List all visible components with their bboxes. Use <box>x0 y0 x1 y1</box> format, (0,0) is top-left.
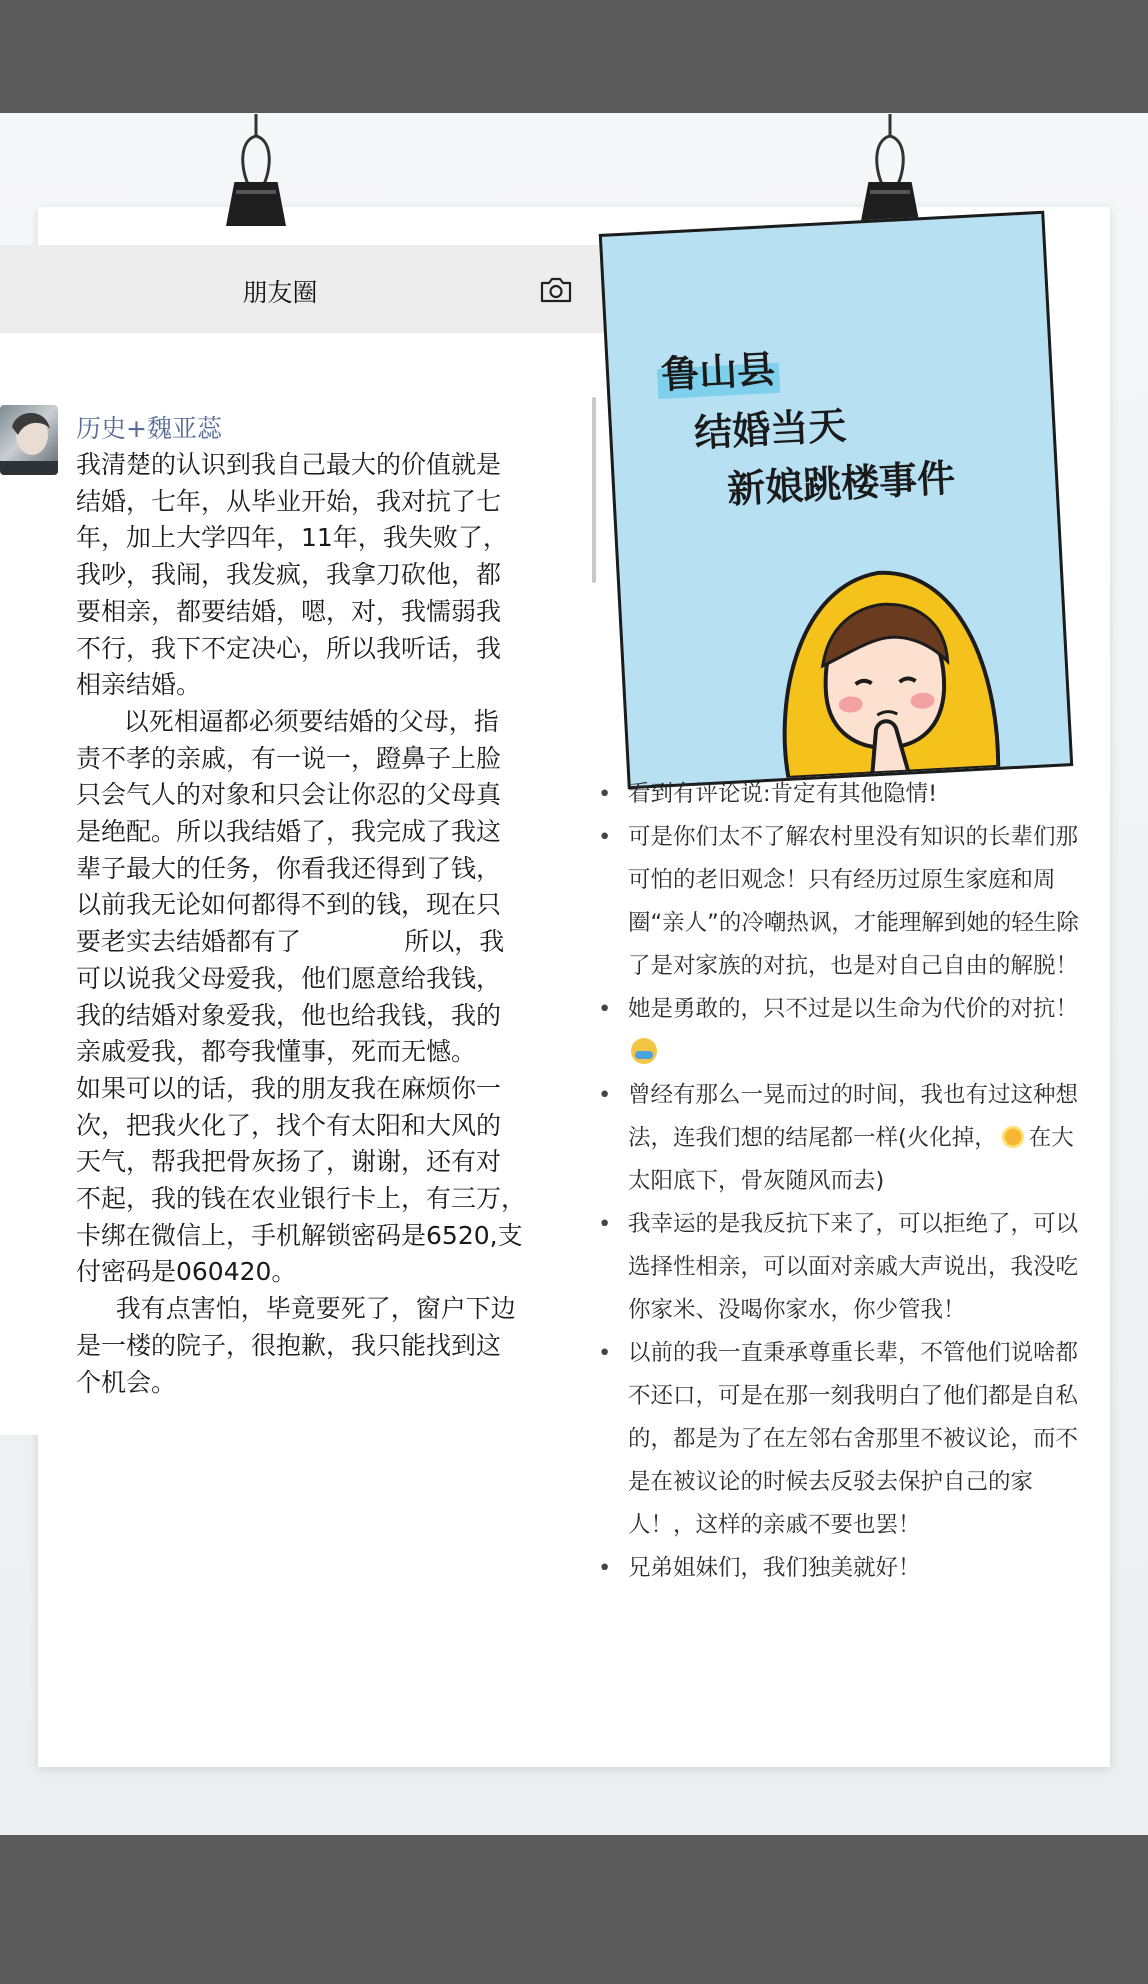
avatar[interactable] <box>0 405 58 475</box>
poster-title-line-3: 新娘跳楼事件 <box>726 455 957 512</box>
news-poster <box>599 211 1073 790</box>
binder-clip-icon <box>856 114 924 232</box>
list-item: • 我幸运的是我反抗下来了，可以拒绝了，可以选择性相亲，可以面对亲戚大声说出，我没吃你家米、没喝你家水，你少管我！ <box>585 1203 1090 1332</box>
page-title: 朋友圈 <box>242 278 318 307</box>
list-item-text-tail: 在大太阳底下，骨灰随风而去) <box>628 1125 1074 1194</box>
list-item-text: 她是勇敢的，只不过是以生命为代价的对抗！ <box>628 996 1079 1022</box>
list-item: • 可是你们太不了解农村里没有知识的长辈们那可怕的老旧观念！只有经历过原生家庭和周圈“亲人”的冷嘲热讽，才能理解到她的轻生除了是对家族的对抗，也是对自己自由的解脱！ <box>585 816 1090 988</box>
camera-icon[interactable] <box>539 277 573 303</box>
list-item-text: 曾经有那么一晃而过的时间，我也有过这种想法，连我们想的结尾都一样(火化掉， <box>628 1082 1079 1151</box>
top-frame-bar <box>0 0 1148 113</box>
list-item: • 兄弟姐妹们，我们独美就好！ <box>585 1547 1090 1590</box>
moments-header <box>0 245 604 333</box>
sun-emoji-icon <box>1000 1124 1026 1150</box>
scrollbar[interactable] <box>592 397 596 583</box>
moments-screenshot <box>0 245 604 1435</box>
poster-title-line-2: 结婚当天 <box>693 403 848 456</box>
bottom-frame-bar <box>0 1835 1148 1984</box>
binder-clip-icon <box>222 114 290 232</box>
comment-list <box>585 773 1090 1590</box>
list-item <box>585 1074 1090 1203</box>
username-link[interactable]: 历史+魏亚蕊 <box>76 414 222 443</box>
crying-face-emoji-icon <box>631 1038 657 1064</box>
list-item: • 看到有评论说:肯定有其他隐情! <box>585 773 1090 816</box>
poster-title-line-1: 鲁山县 <box>656 338 781 399</box>
sad-girl-illustration <box>756 537 1008 779</box>
list-item <box>585 988 1090 1074</box>
post-text: 我清楚的认识到我自己最大的价值就是 结婚，七年，从毕业开始，我对抗了七 年，加上大学四年，11年，我失败了， 我吵，我闹，我发疯，我拿刀砍他，都 要相亲，都要结婚，嗯，对，我懦弱我 不行，我下不定决心，所以我听话，我 相亲结婚。 以死相逼都必须要结婚的父母，指 责不孝的亲戚，有一说一，蹬鼻子上脸 只会气人的对象和只会让你忍的父母真 是绝配。所以我结婚了，我完成了我这 辈子最大的任务，你看我还得到了钱， 以前我无论如何都得不到的钱，现在只 要老实去结婚都有了 所以，我 可以说我父母爱我，他们愿意给我钱， 我的结婚对象爱我，他也给我钱，我的 亲戚爱我，都夸我懂事，死而无憾。 如果可以的话，我的朋友我在麻烦你一 次，把我火化了，找个有太阳和大风的 天气，帮我把骨灰扬了，谢谢，还有对 不起，我的钱在农业银行卡上，有三万， 卡绑在微信上，手机解锁密码是6520,支 付密码是060420。 我有点害怕，毕竟要死了，窗户下边 是一楼的院子，很抱歉，我只能找到这 个机会。 <box>76 450 527 1397</box>
list-item: • 以前的我一直秉承尊重长辈，不管他们说啥都不还口，可是在那一刻我明白了他们都是自私的，都是为了在左邻右舍那里不被议论，而不是在被议论的时候去反驳去保护自己的家人！，这样的亲戚不要也罢！ <box>585 1332 1090 1547</box>
